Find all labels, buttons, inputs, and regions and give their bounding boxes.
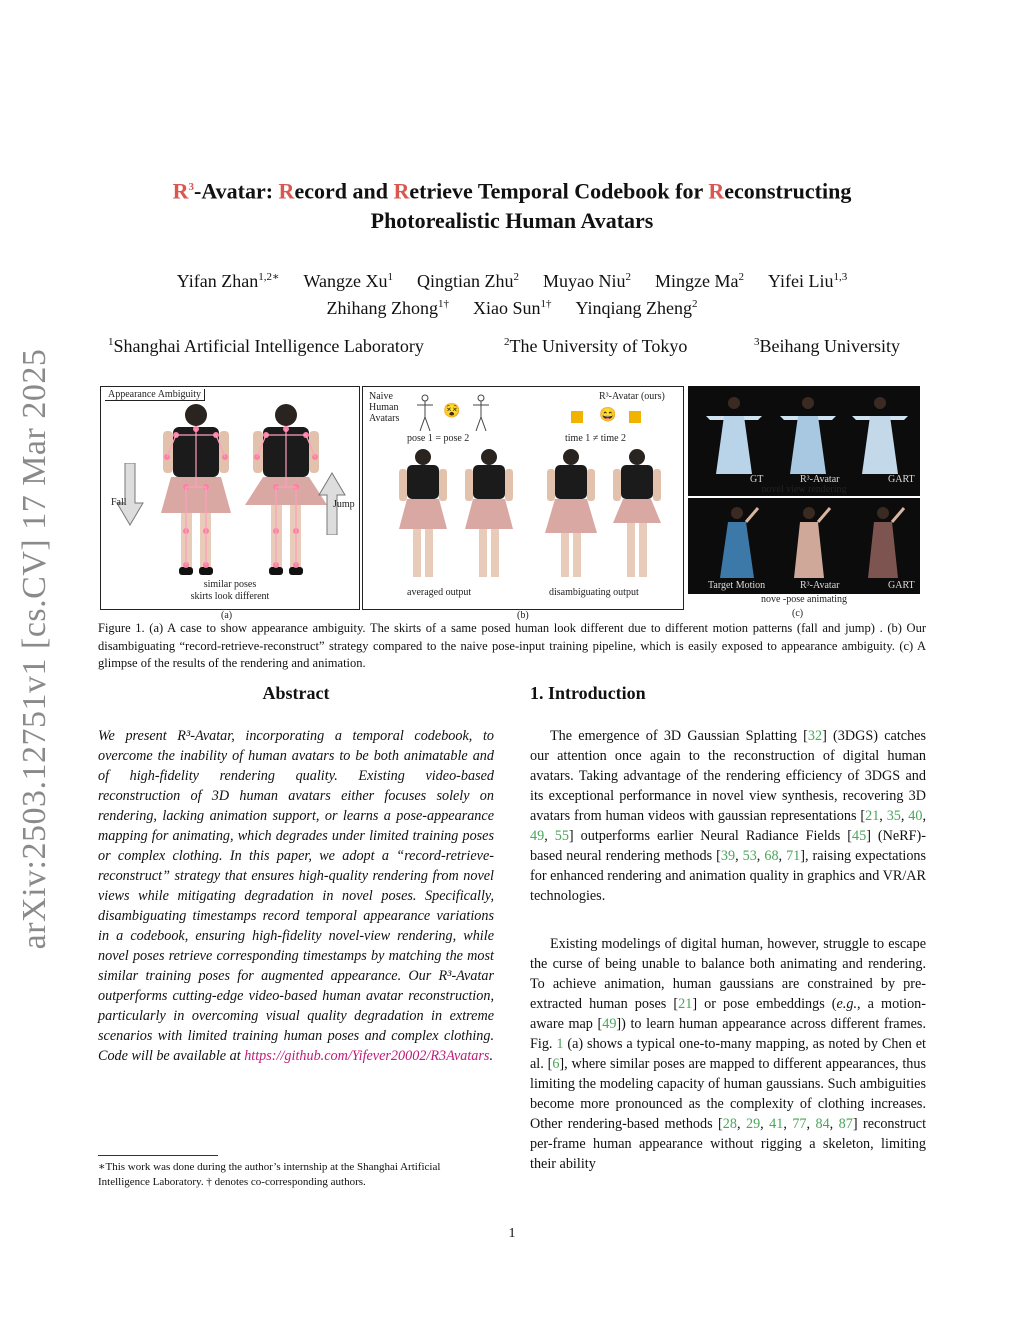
citation-link[interactable]: 1 [556,1036,564,1052]
citation-link[interactable]: 29 [745,1116,761,1132]
intro-text: , [544,828,555,844]
author-affiliation-sup: 2 [625,271,631,283]
intro-paragraph-1 [530,726,926,906]
author-affiliation-sup: 2 [691,298,698,310]
affiliation-1 [108,336,424,357]
time-square-icon [629,411,641,423]
intro-text: , [900,808,909,824]
author [417,271,519,291]
intro-text: , [879,808,887,824]
author [576,298,698,318]
emoji-smile-icon: 😄 [599,408,617,423]
author-name: Yifei Liu [767,271,834,291]
title-part: etrieve Temporal Codebook for [409,178,709,204]
author [543,271,631,291]
citation-link[interactable]: 77 [792,1116,807,1132]
intro-text: , a motion-aware map [ [530,996,926,1032]
intro-text: ] reconstruct per-frame human appearance without rigging a skeleton, limiting their ability [530,1116,927,1172]
avatar-output-figure [393,447,453,585]
author-affiliation-sup: 2 [513,271,519,283]
code-link[interactable]: https://github.com/Yifever20002/R3Avatars [244,1048,490,1064]
author [768,271,847,291]
intro-text: , [778,848,787,864]
dancer-figure [858,504,908,584]
figure-caption: Figure 1. (a) A case to show appearance ambiguity. The skirts of a same posed human look different due to different motion patterns (fall and jump) . (b) Our disambiguating “record-retrieve-reconstruct” strategy compared to the naive pose-input training pipeline, which is easily exposed to appearance ambiguity. (c) A glimpse of the results of the rendering and animation. [98,621,926,670]
arxiv-identifier: arXiv:2503.12751v1 [cs.CV] 17 Mar 2025 [16,348,53,950]
intro-paragraph-2 [530,934,926,1174]
citation-link[interactable]: 21 [865,808,880,824]
citation-link[interactable]: 87 [838,1116,853,1132]
title-r-letter: R [172,178,189,204]
aff-name: The University of Tokyo [509,336,688,356]
title-r-letter: R [708,178,725,204]
time-square-icon [571,411,583,423]
citation-link[interactable]: 39 [720,848,736,864]
intro-text: ], raising expectations for enhanced rendering and animation quality in graphics and VR/AR technologies. [530,848,927,904]
abstract-end: . [489,1048,493,1064]
citation-link[interactable]: 49 [602,1016,617,1032]
author-name: Qingtian Zhu [417,271,514,291]
author-affiliation-sup: 1 [387,271,393,283]
footnote-rule [98,1155,218,1156]
dancer-figure [712,504,762,584]
intro-text: , [829,1116,839,1132]
abstract-heading: Abstract [262,683,330,703]
averaged-output-label: averaged output [407,587,472,598]
author [655,271,744,291]
intro-text: ] outperforms earlier Neural Radiance Fields [ [568,828,853,844]
time-neq-label: time 1 ≠ time 2 [565,433,627,444]
author [303,271,393,291]
novel-view-label: novel view rendering [761,484,847,495]
citation-link[interactable]: 84 [815,1116,830,1132]
author [473,298,552,318]
citation-link[interactable]: 55 [554,828,569,844]
abstract-text [98,726,494,1066]
intro-text: , [760,1116,770,1132]
abstract-body-text: We present R³-Avatar, incorporating a temporal codebook, to overcome the inability of human avatars to be both animatable and of high-fidelity rendering quality. Existing video-based reconstruction of 3D human avatars either focuses solely on rendering, lacking animation support, or learns a pose-appearance mapping for animating, which degrades under limited training poses or complex clothing. In this paper, we adopt a “record-retrieve-reconstruct” strategy that ensures high-quality rendering from novel views while mitigating degradation in novel poses. Specifically, disambiguating timestamps record temporal appearance variations in a codebook, ensuring high-fidelity novel-view rendering, while novel poses retrieve corresponding timestamps by matching the most similar training poses for augmented appearance. Our R³-Avatar outperforms cutting-edge video-based human avatar reconstruction, particularly in overcoming visual quality degradation in extreme scenarios with limited training human poses and complex clothing. Code will be available at [98,728,494,1064]
intro-text: ] (NeRF)-based neural rendering methods [ [530,828,926,864]
skirts-different-label: skirts look different [190,591,270,602]
disambiguating-output-label: disambiguating output [549,587,639,598]
intro-text: (a) shows a typical one-to-many mapping, as noted by Chen et al. [ [530,1036,926,1072]
naive-label-line: Avatars [369,413,400,424]
intro-text: ] or pose embeddings ( [692,996,837,1012]
title-part: -Avatar: [194,178,279,204]
citation-link[interactable]: 28 [722,1116,737,1132]
intro-text: , [736,1116,746,1132]
dancer-figure [784,504,834,584]
gart-label: GART [888,580,915,591]
citation-link[interactable]: 32 [807,728,823,744]
dancer-figure [852,394,908,482]
author-affiliation-sup: 1,3 [833,271,848,283]
author-name: Wangze Xu [303,271,388,291]
intro-text: ], where similar poses are mapped to different appearances, thus limiting the modeling capacity of human gaussians. Such ambiguities become more pronounced as the complexity of clothing increases. Other rendering-based methods [ [530,1056,926,1132]
title-r-letter: R [393,178,410,204]
r3avatar-label: R³-Avatar [800,580,840,591]
intro-text: Existing modelings of digital human, however, struggle to escape the curse of being unable to balance both animating and rendering. To achieve animation, human gaussians are constrained by pre-extracted human poses [ [530,936,926,1012]
intro-text: , [806,1116,816,1132]
skeleton-icon [471,393,491,433]
title-part: ecord and [294,178,394,204]
author-name: Mingze Ma [655,271,739,291]
intro-text: ] (3DGS) catches our attention once again to the reconstruction of digital human avatars. Taking advantage of the rendering efficiency of 3DGS and its exceptional performance in novel view synthesis, recovering 3D avatars from human videos with gaussian representations [ [530,728,926,824]
intro-text: ]) to learn human appearance across different frames. Fig. [530,1016,926,1052]
title-line-2: Photorealistic Human Avatars [370,208,654,234]
citation-link[interactable]: 45 [852,828,867,844]
author-name: Xiao Sun [473,298,541,318]
intro-text: The emergence of 3D Gaussian Splatting [ [550,728,808,744]
aff-sup: 1 [108,336,114,348]
citation-link[interactable]: 71 [786,848,801,864]
appearance-ambiguity-label: Appearance Ambiguity [105,389,205,401]
skeleton-icon [415,393,435,433]
avatar-output-figure [459,447,519,585]
title-r-sup: 3 [188,181,195,193]
author-list-line-2 [100,298,924,319]
author [327,298,449,318]
panel-b-tag: (b) [517,610,529,621]
author-name: Yifan Zhan [176,271,259,291]
intro-text: , [922,808,927,824]
author-list-line-1 [100,270,924,292]
gart-label: GART [888,474,915,485]
panel-c-tag: (c) [792,608,804,619]
intro-text-italic: e.g. [836,996,858,1012]
aff-sup: 2 [504,336,510,348]
intro-text: , [783,1116,793,1132]
gt-label: GT [750,474,764,485]
dancer-figure [706,394,762,482]
fall-label: Fall [111,497,127,508]
jump-label: Jump [333,499,355,510]
figure-panel-b [362,386,684,610]
avatar-output-figure [607,447,667,585]
author-name: Zhihang Zhong [326,298,438,318]
affiliation-3 [754,336,900,357]
paper-title [100,172,924,236]
arrow-down-icon [115,463,145,527]
title-part: econstructing [724,178,852,204]
author-name: Muyao Niu [543,271,626,291]
citation-link[interactable]: 49 [530,828,545,844]
aff-sup: 3 [754,336,760,348]
title-r-letter: R [278,178,295,204]
similar-poses-label: similar poses [203,579,257,590]
naive-avatars-label [369,391,399,424]
author-affiliation-sup: 1† [540,298,552,310]
citation-link[interactable]: 40 [908,808,923,824]
aff-name: Beihang University [759,336,900,356]
author-affiliation-sup: 2 [738,271,744,283]
pose-equal-label: pose 1 = pose 2 [407,433,470,444]
avatar-output-figure [541,447,601,585]
emoji-face-icon: 😵 [443,404,461,419]
footnote: ∗This work was done during the author’s internship at the Shanghai Artificial Intelligence Laboratory. † denotes co-corresponding authors. [98,1161,441,1188]
citation-link[interactable]: 53 [742,848,757,864]
introduction-heading: 1. Introduction [530,683,646,703]
naive-label-line: Human [369,402,399,413]
dancer-figure [780,394,836,482]
figure-panel-c-top [688,386,920,496]
target-motion-label: Target Motion [708,580,766,591]
ours-label: R³-Avatar (ours) [599,391,665,402]
figure-panel-a [100,386,360,610]
page-number: 1 [508,1226,516,1241]
citation-link[interactable]: 41 [769,1116,784,1132]
novel-pose-label: nove -pose animating [760,594,848,605]
naive-label-line: Naive [369,391,393,402]
citation-link[interactable]: 35 [886,808,901,824]
citation-link[interactable]: 6 [552,1056,560,1072]
panel-a-tag: (a) [221,610,233,621]
intro-text: , [735,848,743,864]
citation-link[interactable]: 68 [764,848,779,864]
person-figure-fall [151,401,241,581]
r3avatar-label: R³-Avatar [800,474,840,485]
author-affiliation-sup: 1† [438,298,449,310]
citation-link[interactable]: 21 [678,996,693,1012]
author-affiliation-sup: 1,2∗ [258,271,280,283]
author [177,271,280,291]
aff-name: Shanghai Artificial Intelligence Laboratory [113,336,424,356]
author-name: Yinqiang Zheng [575,298,692,318]
intro-text: , [756,848,765,864]
figure-panel-c-bottom [688,498,920,594]
affiliation-2 [504,336,687,357]
